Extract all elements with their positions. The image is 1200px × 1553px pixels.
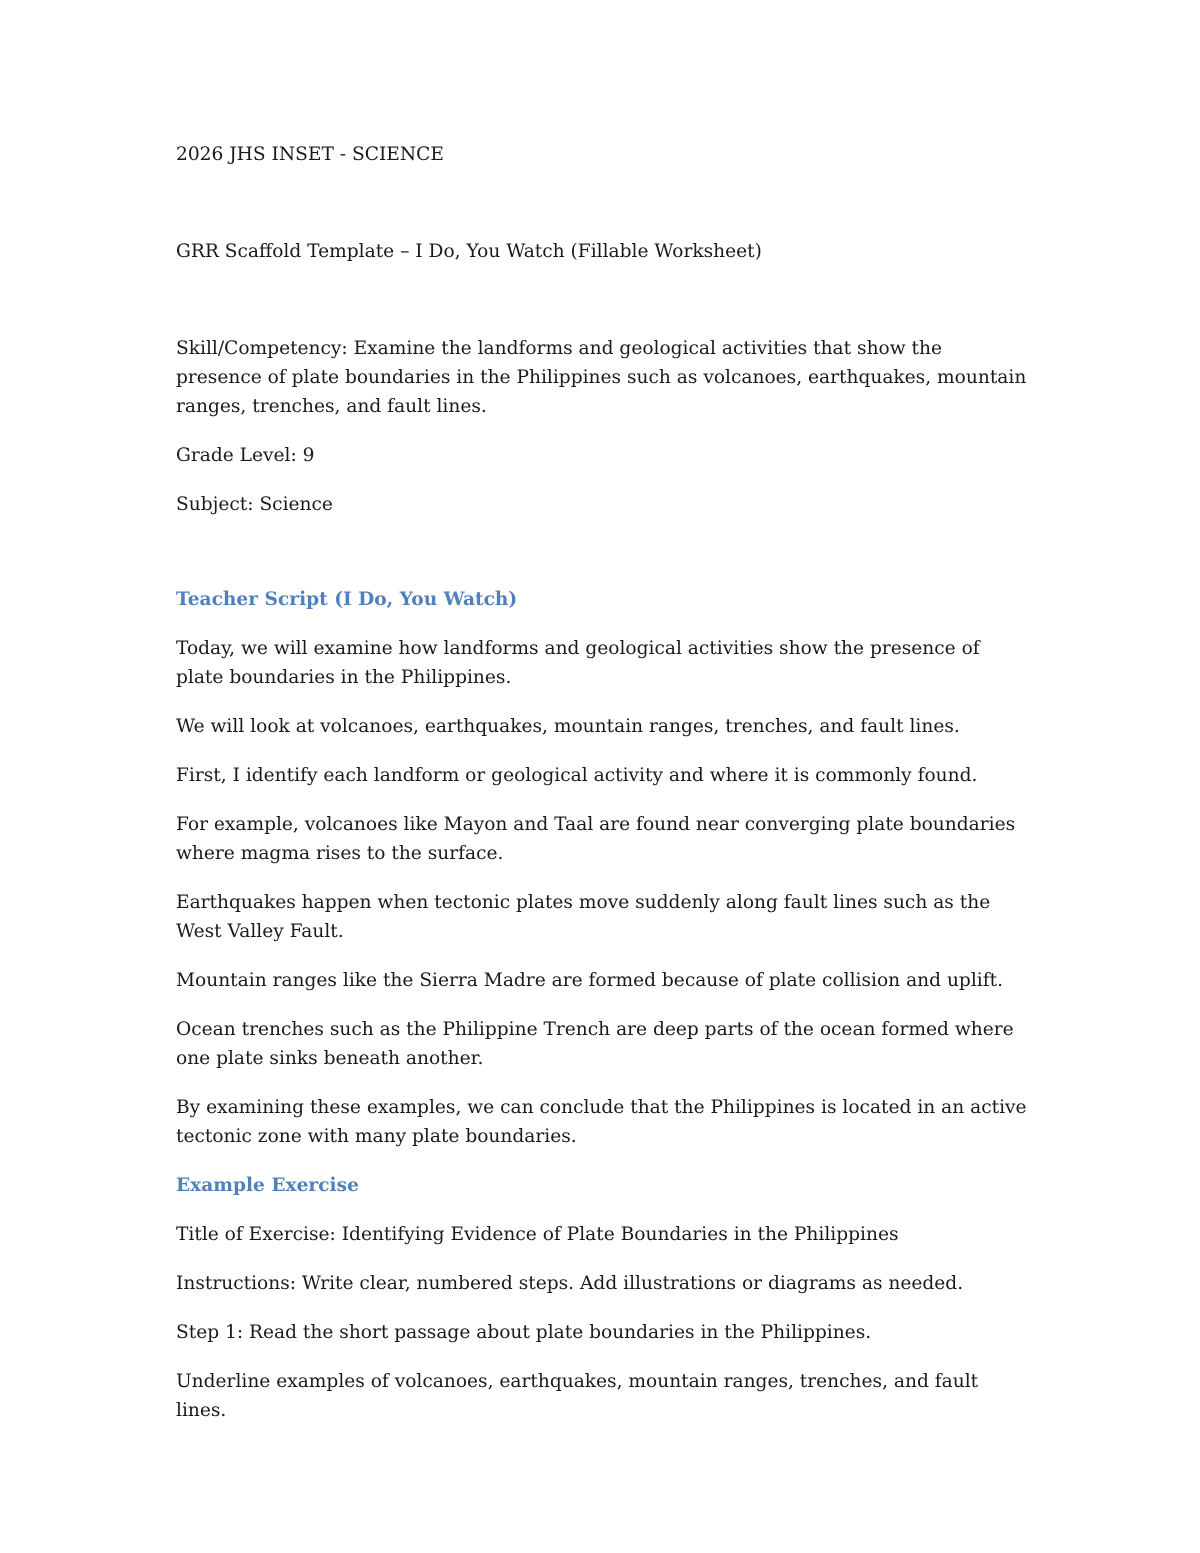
example-exercise-section	[176, 1220, 1028, 1425]
exercise-title: Title of Exercise: Identifying Evidence of Plate Boundaries in the Philippines	[176, 1224, 899, 1245]
exercise-instructions: Instructions: Write clear, numbered steps. Add illustrations or diagrams as needed.	[176, 1273, 964, 1294]
document-header: 2026 JHS INSET - SCIENCE	[176, 144, 444, 165]
document-title: GRR Scaffold Template – I Do, You Watch (Fillable Worksheet)	[176, 241, 762, 262]
exercise-step: Step 1: Read the short passage about plate boundaries in the Philippines.	[176, 1322, 872, 1343]
document-body	[176, 140, 1028, 1445]
teacher-script-section	[176, 634, 1028, 1151]
teacher-script-paragraph: We will look at volcanoes, earthquakes, mountain ranges, trenches, and fault lines.	[176, 716, 960, 737]
teacher-script-paragraph: For example, volcanoes like Mayon and Taal are found near converging plate boundaries where magma rises to the surface.	[176, 814, 1016, 864]
example-exercise-heading: Example Exercise	[176, 1175, 359, 1196]
exercise-step-detail: Underline examples of volcanoes, earthquakes, mountain ranges, trenches, and fault lines.	[176, 1371, 979, 1421]
teacher-script-paragraph: Earthquakes happen when tectonic plates move suddenly along fault lines such as the West Valley Fault.	[176, 892, 991, 942]
teacher-script-paragraph: First, I identify each landform or geological activity and where it is commonly found.	[176, 765, 978, 786]
teacher-script-paragraph: Ocean trenches such as the Philippine Trench are deep parts of the ocean formed where one plate sinks beneath another.	[176, 1019, 1014, 1069]
subject: Subject: Science	[176, 494, 333, 515]
teacher-script-paragraph: By examining these examples, we can conclude that the Philippines is located in an active tectonic zone with many plate boundaries.	[176, 1097, 1027, 1147]
skill-competency: Skill/Competency: Examine the landforms and geological activities that show the presence of plate boundaries in the Philippines such as volcanoes, earthquakes, mountain ranges, trenches, and fault lines.	[176, 338, 1027, 417]
teacher-script-paragraph: Today, we will examine how landforms and geological activities show the presence of plate boundaries in the Philippines.	[176, 638, 980, 688]
teacher-script-paragraph: Mountain ranges like the Sierra Madre are formed because of plate collision and uplift.	[176, 970, 1003, 991]
grade-level: Grade Level: 9	[176, 445, 315, 466]
teacher-script-heading: Teacher Script (I Do, You Watch)	[176, 589, 518, 610]
